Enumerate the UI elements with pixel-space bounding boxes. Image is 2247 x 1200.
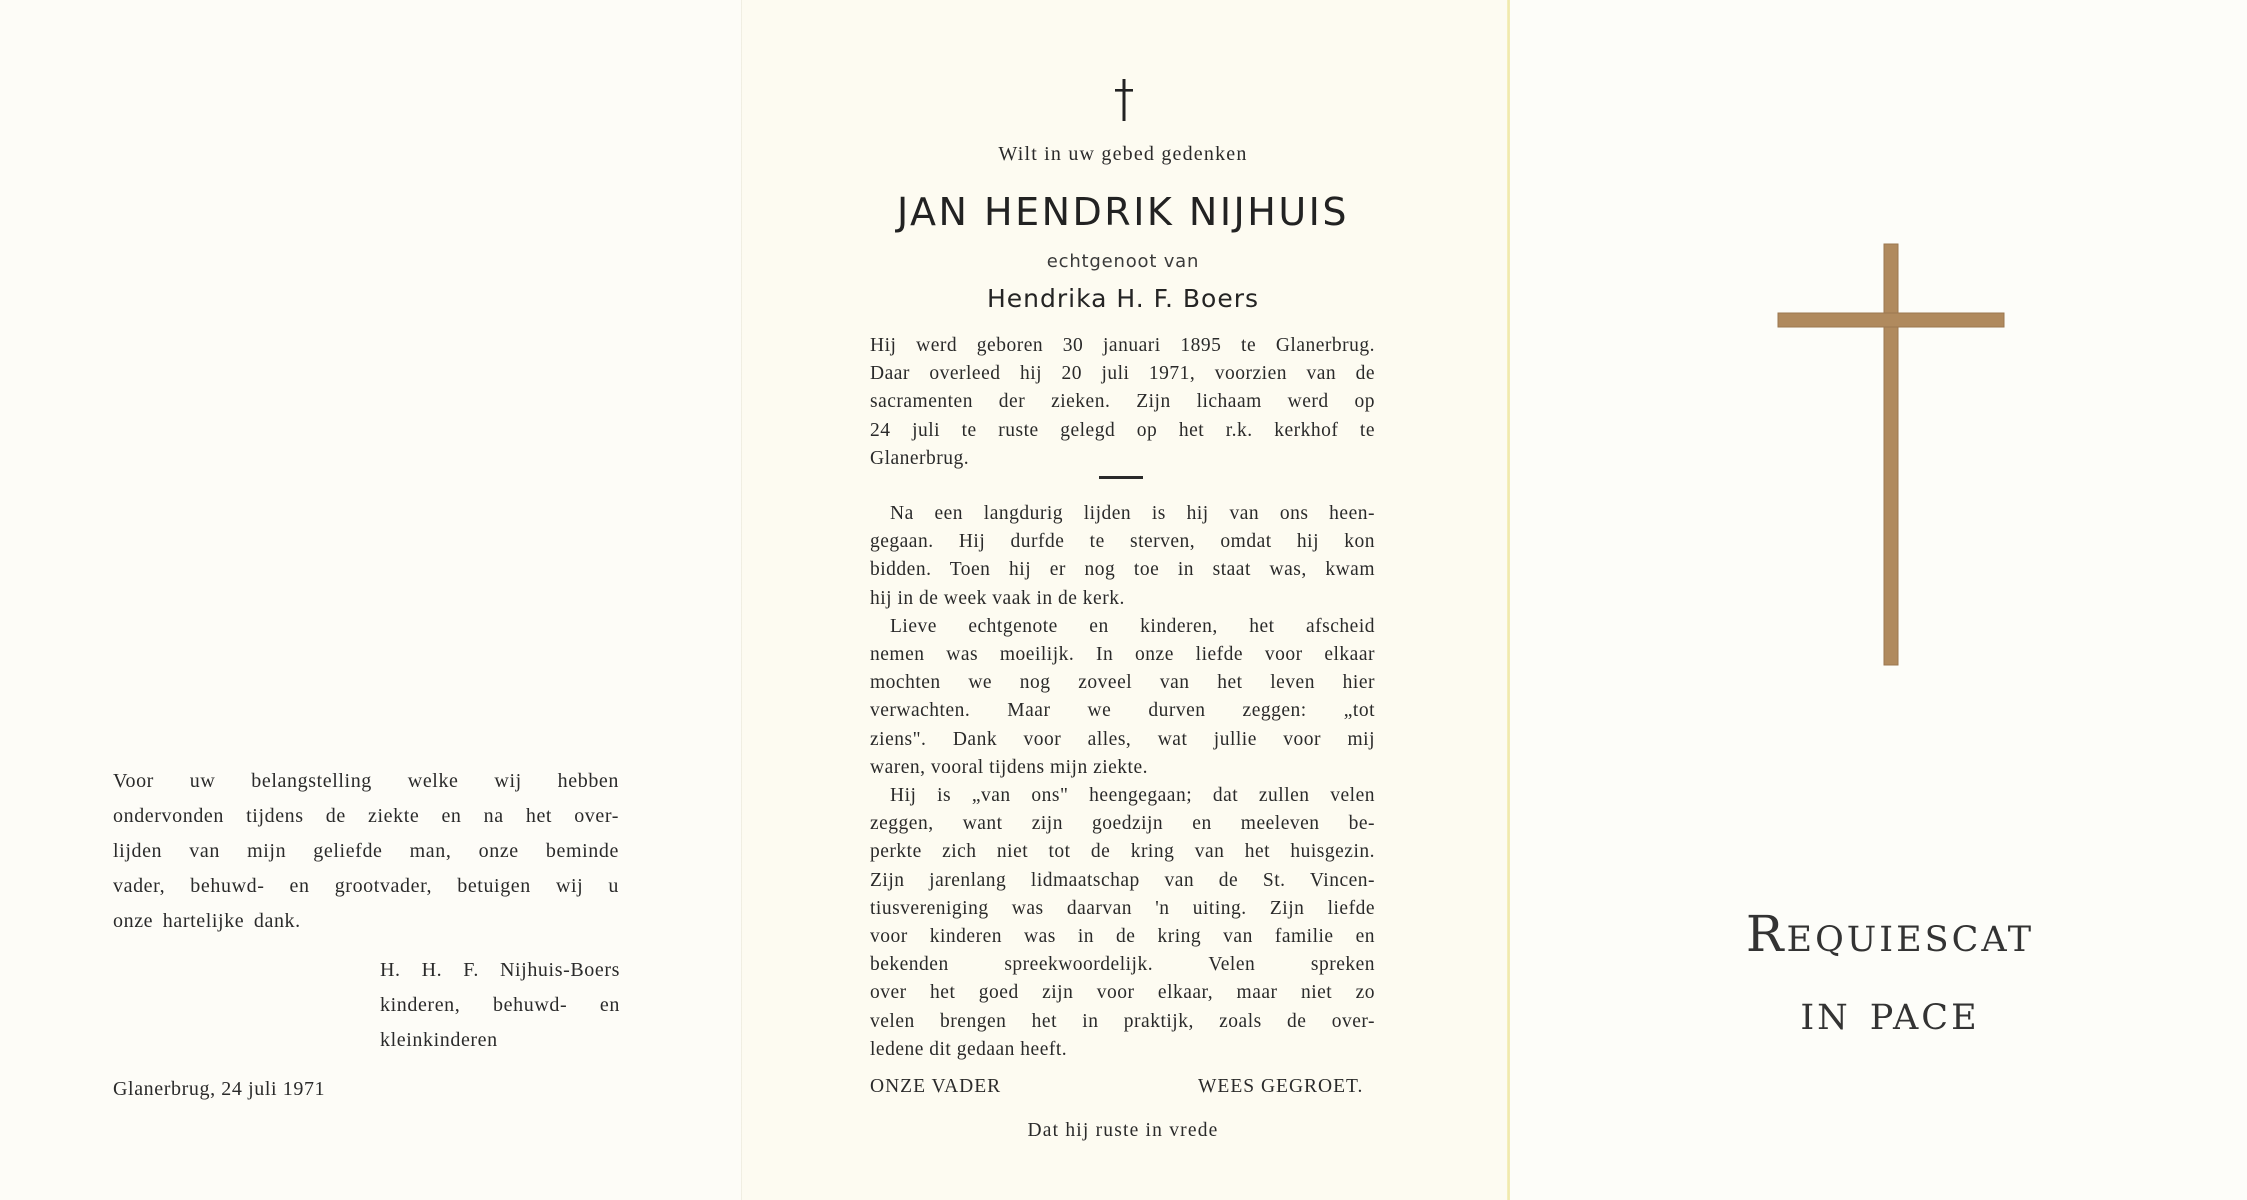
eulogy-line: gegaan. Hij durfde te sterven, omdat hij kon	[870, 531, 1375, 553]
thank-you-text	[113, 764, 619, 939]
thanks-line: lijden van mijn geliefde man, onze beminde	[113, 840, 619, 862]
signer-line: kinderen, behuwd- en	[380, 994, 620, 1016]
section-divider	[1099, 476, 1143, 479]
signer-line: kleinkinderen	[380, 1029, 498, 1051]
place-date: Glanerbrug, 24 juli 1971	[113, 1078, 326, 1100]
eulogy-line: zeggen, want zijn goedzijn en meeleven be-	[870, 813, 1375, 835]
eulogy-line: over het goed zijn voor elkaar, maar niet zo	[870, 982, 1375, 1004]
eulogy-line: voor kinderen was in de kring van familie en	[870, 926, 1375, 948]
bio-line: Glanerbrug.	[870, 447, 970, 469]
eulogy-line: mochten we nog zoveel van het leven hier	[870, 672, 1375, 694]
eulogy-line: verwachten. Maar we durven zeggen: „tot	[870, 700, 1375, 722]
eulogy-line: Na een langdurig lijden is hij van ons heen-	[890, 503, 1375, 524]
spouse-intro: echtgenoot van	[1046, 251, 1200, 272]
eulogy-line: Zijn jarenlang lidmaatschap van de St. Vincen-	[870, 869, 1375, 891]
bio-line: Hij werd geboren 30 januari 1895 te Glanerbrug.	[870, 335, 1375, 356]
spouse-name: Hendrika H. F. Boers	[986, 284, 1260, 313]
left-panel	[0, 0, 742, 1200]
eulogy-line: Hij is „van ons" heengegaan; dat zullen velen	[890, 785, 1375, 807]
cross-vertical-beam	[1884, 244, 1898, 665]
eulogy-line: ledene dit gedaan heeft.	[870, 1038, 1068, 1060]
eulogy-line: nemen was moeilijk. In onze liefde voor elkaar	[870, 644, 1375, 666]
eulogy-line: Lieve echtgenote en kinderen, het afscheid	[890, 615, 1375, 637]
small-cross-icon	[1112, 78, 1136, 122]
signers	[380, 953, 620, 1058]
eulogy-line: ziens". Dank voor alles, wat jullie voor mij	[870, 728, 1375, 750]
eulogy-text	[870, 500, 1375, 1064]
thanks-line: Voor uw belangstelling welke wij hebben	[113, 770, 619, 792]
thanks-line: onze hartelijke dank.	[113, 910, 301, 932]
signer-line: H. H. F. Nijhuis-Boers	[380, 959, 620, 981]
eulogy-line: bekenden spreekwoordelijk. Velen spreken	[870, 954, 1375, 976]
eulogy-line: hij in de week vaak in de kerk.	[870, 587, 1125, 609]
eulogy-line: perkte zich niet tot de kring van het huisgezin.	[870, 841, 1375, 863]
biography-text	[870, 332, 1375, 473]
eulogy-line: velen brengen het in praktijk, zoals de over-	[870, 1010, 1375, 1032]
prayer-hail-mary: WEES GEGROET.	[1198, 1076, 1364, 1097]
bio-line: sacramenten der zieken. Zijn lichaam werd op	[870, 391, 1375, 413]
invitation-text: Wilt in uw gebed gedenken	[998, 143, 1248, 165]
closing-line: Dat hij ruste in vrede	[1027, 1120, 1219, 1141]
bio-line: 24 juli te ruste gelegd op het r.k. kerkhof te	[870, 419, 1375, 441]
eulogy-line: waren, vooral tijdens mijn ziekte.	[870, 756, 1149, 778]
prayer-our-father: ONZE VADER	[870, 1076, 1002, 1097]
motto-line-2: in pace	[1800, 983, 1980, 1041]
bio-line: Daar overleed hij 20 juli 1971, voorzien van de	[870, 363, 1375, 385]
gold-cross-icon	[1776, 242, 2006, 667]
motto-line-1: Requiescat	[1745, 905, 2035, 963]
cross-horizontal-beam	[1778, 313, 2004, 327]
eulogy-line: tiusvereniging was daarvan 'n uiting. Zijn liefde	[870, 897, 1375, 919]
thanks-line: vader, behuwd- en grootvader, betuigen wij u	[113, 875, 619, 897]
deceased-name: JAN HENDRIK NIJHUIS	[897, 190, 1349, 234]
thanks-line: ondervonden tijdens de ziekte en na het over-	[113, 805, 619, 827]
eulogy-line: bidden. Toen hij er nog toe in staat was, kwam	[870, 559, 1375, 581]
